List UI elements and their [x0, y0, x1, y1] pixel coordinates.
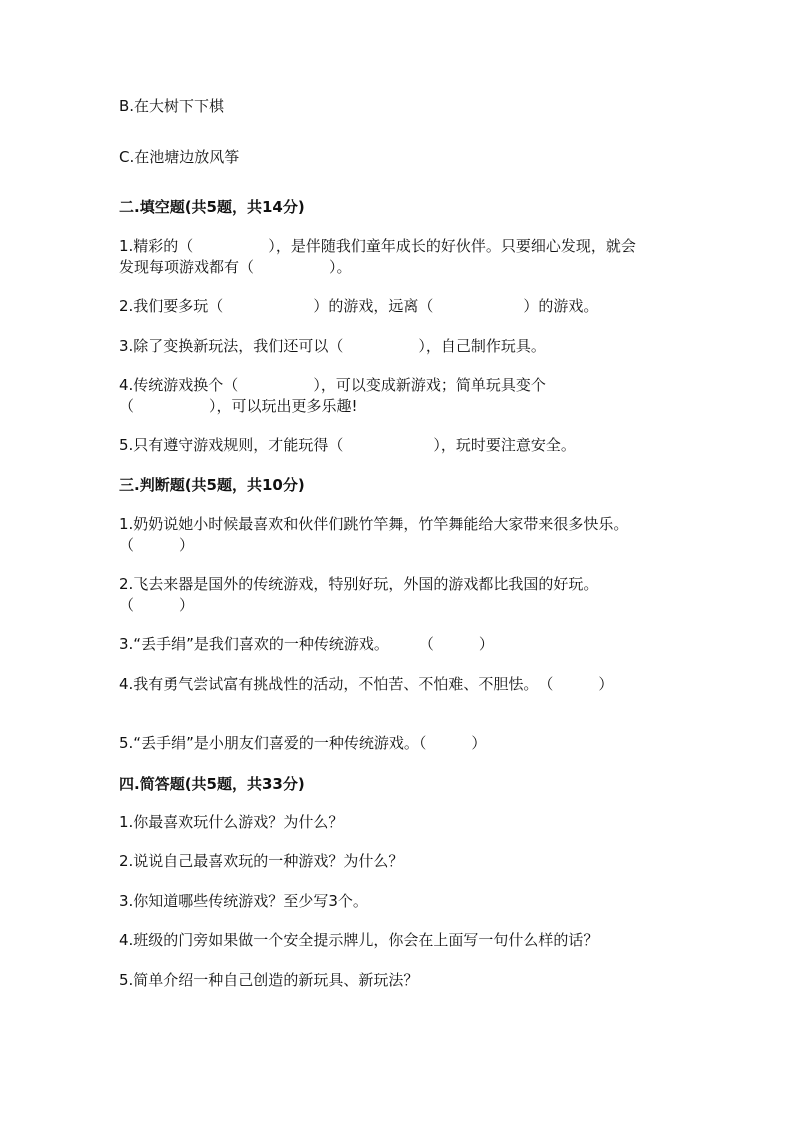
section-heading-fill-blank: 二.填空题(共5题，共14分): [119, 198, 305, 216]
short-answer-q3: 3.你知道哪些传统游戏？至少写3个。: [119, 892, 368, 910]
judgement-q4: 4.我有勇气尝试富有挑战性的活动，不怕苦、不怕难、不胆怯。 （ ）: [119, 675, 614, 693]
short-answer-q2: 2.说说自己最喜欢玩的一种游戏？为什么？: [119, 852, 404, 870]
fill-blank-q3: 3.除了变换新玩法，我们还可以（ ），自己制作玩具。: [119, 337, 546, 355]
short-answer-q1: 1.你最喜欢玩什么游戏？为什么？: [119, 813, 344, 831]
fill-blank-q4-line2: （ ），可以玩出更多乐趣!: [119, 397, 358, 415]
judgement-q2-line1: 2.飞去来器是国外的传统游戏，特别好玩，外国的游戏都比我国的好玩。: [119, 575, 599, 593]
fill-blank-q1-line1: 1.精彩的（ ），是伴随我们童年成长的好伙伴。只要细心发现，就会: [119, 237, 636, 255]
short-answer-q4: 4.班级的门旁如果做一个安全提示牌儿，你会在上面写一句什么样的话？: [119, 931, 599, 949]
option-c: C.在池塘边放风筝: [119, 148, 240, 166]
section-heading-judgement: 三.判断题(共5题，共10分): [119, 476, 305, 494]
judgement-q2-line2: （ ）: [119, 596, 195, 614]
judgement-q5: 5.“丢手绢”是小朋友们喜爱的一种传统游戏。（ ）: [119, 734, 487, 752]
judgement-q1-line1: 1.奶奶说她小时候最喜欢和伙伴们跳竹竿舞，竹竿舞能给大家带来很多快乐。: [119, 515, 629, 533]
fill-blank-q4-line1: 4.传统游戏换个（ ），可以变成新游戏；简单玩具变个: [119, 376, 546, 394]
fill-blank-q1-line2: 发现每项游戏都有（ ）。: [119, 258, 352, 276]
fill-blank-q5: 5.只有遵守游戏规则，才能玩得（ ），玩时要注意安全。: [119, 436, 576, 454]
short-answer-q5: 5.简单介绍一种自己创造的新玩具、新玩法？: [119, 971, 419, 989]
judgement-q1-line2: （ ）: [119, 536, 195, 554]
section-heading-short-answer: 四.简答题(共5题，共33分): [119, 775, 305, 793]
option-b: B.在大树下下棋: [119, 97, 225, 115]
judgement-q3: 3.“丢手绢”是我们喜欢的一种传统游戏。 （ ）: [119, 635, 494, 653]
fill-blank-q2: 2.我们要多玩（ ）的游戏，远离（ ）的游戏。: [119, 297, 599, 315]
